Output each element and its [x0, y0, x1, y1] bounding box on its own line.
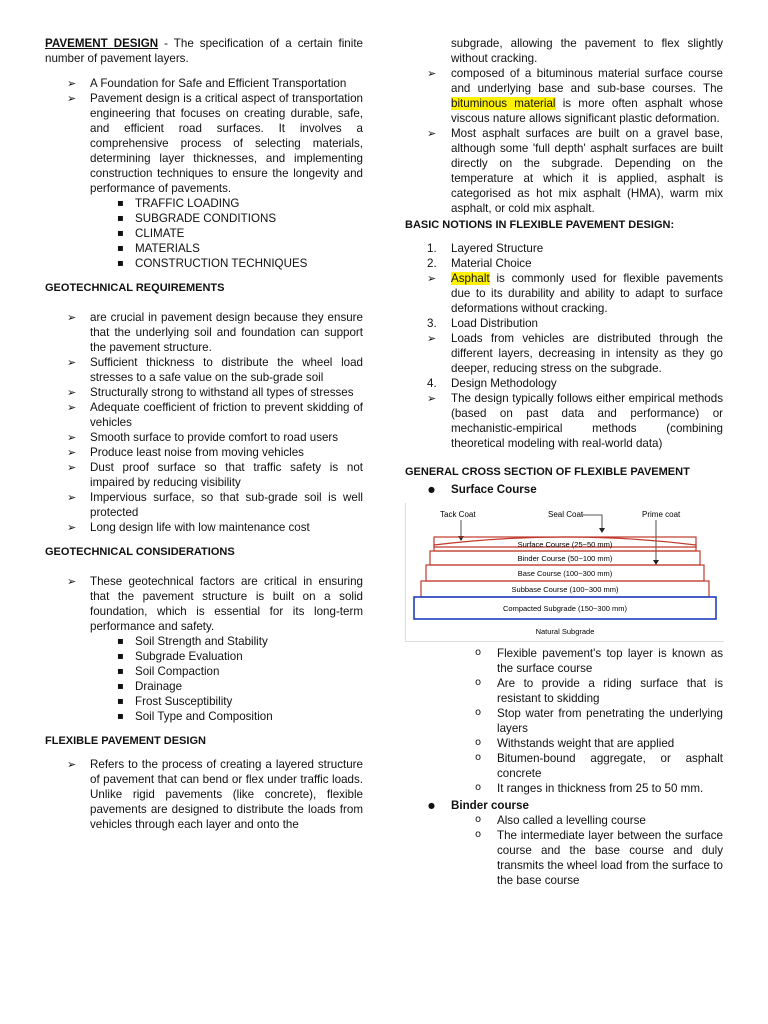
notion-number: 4.: [427, 377, 437, 390]
factor-item: ▪ MATERIALS: [45, 241, 363, 256]
intro-paragraph: [45, 36, 363, 66]
intro-bullet: ➢ A Foundation for Safe and Efficient Transportation: [45, 76, 363, 91]
surface-item: o Withstands weight that are applied: [405, 736, 723, 751]
requirement-item: ➢ Dust proof surface so that traffic safety is not impaired by reducing visibility: [45, 460, 363, 490]
notion-number: 2.: [427, 257, 437, 270]
composed-item: [405, 66, 723, 126]
asphalt-surfaces-item: ➢ Most asphalt surfaces are built on a gravel base, although some 'full depth' asphalt surfaces are built directly on the subgrade. Depending on the temperature at which it is applied, asphalt is categorised as hot mix asphalt (HMA), warm mix asphalt, or cold mix asphalt.: [405, 126, 723, 216]
notion-number: 1.: [427, 242, 437, 255]
surface-item: o Bitumen-bound aggregate, or asphalt concrete: [405, 751, 723, 781]
requirement-item: ➢ Impervious surface, so that sub-grade soil is well protected: [45, 490, 363, 520]
surface-item: o Are to provide a riding surface that is resistant to skidding: [405, 676, 723, 706]
factor-item: ▪ CLIMATE: [45, 226, 363, 241]
surface-item: o It ranges in thickness from 25 to 50 mm.: [405, 781, 723, 796]
tack-coat-label: Tack Coat: [440, 510, 476, 519]
geotechnical-considerations-heading: GEOTECHNICAL CONSIDERATIONS: [45, 546, 235, 558]
consideration-item: ▪ Subgrade Evaluation: [45, 649, 363, 664]
notion-4: [405, 376, 723, 391]
composed-before: composed of a bituminous material surface course and underlying base and sub-base courses. The: [451, 67, 723, 95]
continued-text: subgrade, allowing the pavement to flex slightly without cracking.: [451, 37, 723, 65]
requirement-item: ➢ Structurally strong to withstand all types of stresses: [45, 385, 363, 400]
basic-notions-heading: BASIC NOTIONS IN FLEXIBLE PAVEMENT DESIGN:: [405, 219, 675, 231]
factor-list: [45, 196, 363, 271]
notion-label: Layered Structure: [451, 242, 544, 255]
consideration-item: ▪ Drainage: [45, 679, 363, 694]
requirement-item: ➢ are crucial in pavement design because they ensure that the underlying soil and foundation can support the pavement structure.: [45, 310, 363, 355]
subbase-course-text: Subbase Course (100~300 mm): [511, 585, 619, 594]
notion-number: 3.: [427, 317, 437, 330]
notion-3: [405, 316, 723, 331]
right-column: [405, 36, 723, 888]
flexible-pavement-design-heading: FLEXIBLE PAVEMENT DESIGN: [45, 735, 206, 747]
requirement-item: ➢ Adequate coefficient of friction to prevent skidding of vehicles: [45, 400, 363, 430]
requirement-item: ➢ Produce least noise from moving vehicles: [45, 445, 363, 460]
pavement-design-title: PAVEMENT DESIGN: [45, 37, 159, 50]
cross-section-heading: GENERAL CROSS SECTION OF FLEXIBLE PAVEMENT: [405, 466, 690, 478]
load-item: ➢ Loads from vehicles are distributed through the different layers, decreasing in intensity as they go deeper, reducing stress on the subgrade.: [405, 331, 723, 376]
notion-label: Material Choice: [451, 257, 532, 270]
surface-course-text: Surface Course (25~50 mm): [517, 540, 613, 549]
consideration-item: ▪ Soil Strength and Stability: [45, 634, 363, 649]
left-column: [45, 36, 363, 832]
consideration-item: ▪ Frost Susceptibility: [45, 694, 363, 709]
asphalt-item: [405, 271, 723, 316]
factor-item: ▪ TRAFFIC LOADING: [45, 196, 363, 211]
asphalt-highlight: Asphalt: [451, 272, 490, 285]
base-course-text: Base Course (100~300 mm): [517, 569, 613, 578]
factor-item: ▪ SUBGRADE CONDITIONS: [45, 211, 363, 226]
considerations-text: ➢ These geotechnical factors are critical in ensuring that the pavement structure is built on a solid foundation, which is essential for its long-term performance and safety.: [45, 574, 363, 634]
seal-coat-label: Seal Coat: [548, 510, 584, 519]
surface-item: o Flexible pavement's top layer is known as the surface course: [405, 646, 723, 676]
binder-item: o The intermediate layer between the surface course and the base course and duly transmits the wheel load from the surface to the base course: [405, 828, 723, 888]
factor-item: ▪ CONSTRUCTION TECHNIQUES: [45, 256, 363, 271]
intro-text: - The specification of a certain finite number of pavement layers.: [45, 37, 363, 65]
requirement-item: ➢ Long design life with low maintenance cost: [45, 520, 363, 535]
prime-coat-label: Prime coat: [642, 510, 681, 519]
notion-2: [405, 256, 723, 271]
seal-coat-arrow: [582, 515, 602, 531]
compacted-subgrade-text: Compacted Subgrade (150~300 mm): [502, 604, 628, 613]
geotechnical-requirements-heading: GEOTECHNICAL REQUIREMENTS: [45, 282, 225, 294]
seal-coat-arrowhead: [599, 528, 605, 533]
asphalt-rest: is commonly used for flexible pavements due to its durability and ability to adapt to surface deformations without cracking.: [451, 272, 723, 315]
requirement-item: ➢ Sufficient thickness to distribute the wheel load stresses to a safe value on the sub-grade soil: [45, 355, 363, 385]
notion-label: Load Distribution: [451, 317, 539, 330]
surface-item: o Stop water from penetrating the underlying layers: [405, 706, 723, 736]
binder-course-text: Binder Course (50~100 mm): [517, 554, 613, 563]
surface-course-label: ● Surface Course: [405, 482, 723, 497]
notion-1: [405, 241, 723, 256]
prime-coat-arrowhead: [653, 560, 659, 565]
considerations-list: [45, 634, 363, 724]
consideration-item: ▪ Soil Type and Composition: [45, 709, 363, 724]
binder-course-label: ● Binder course: [405, 798, 723, 813]
composed-after: is more often asphalt whose viscous nature allows significant plastic deformation.: [451, 97, 724, 125]
method-item: ➢ The design typically follows either empirical methods (based on past data and performance) or mechanistic-empirical methods (combining theoretical modeling with real-world data): [405, 391, 723, 451]
bituminous-highlight: bituminous material: [451, 97, 556, 110]
natural-subgrade-text: Natural Subgrade: [535, 627, 595, 636]
binder-item: o Also called a levelling course: [405, 813, 723, 828]
requirement-item: ➢ Smooth surface to provide comfort to road users: [45, 430, 363, 445]
intro-bullet: ➢ Pavement design is a critical aspect of transportation engineering that focuses on creating durable, safe, and efficient road surfaces. It involves a comprehensive process of selecting materials, determining layer thicknesses, and implementing construction techniques to ensure the longevity and performance of pavements.: [45, 91, 363, 196]
cross-section-diagram: [406, 503, 724, 641]
flexible-pavement-text: ➢ Refers to the process of creating a layered structure of pavement that can bend or flex under traffic loads. Unlike rigid pavements (like concrete), flexible pavements are designed to distribute the loads from vehicles through each layer and onto the: [45, 757, 363, 832]
cross-section-figure: [405, 503, 724, 642]
consideration-item: ▪ Soil Compaction: [45, 664, 363, 679]
notion-label: Design Methodology: [451, 377, 557, 390]
